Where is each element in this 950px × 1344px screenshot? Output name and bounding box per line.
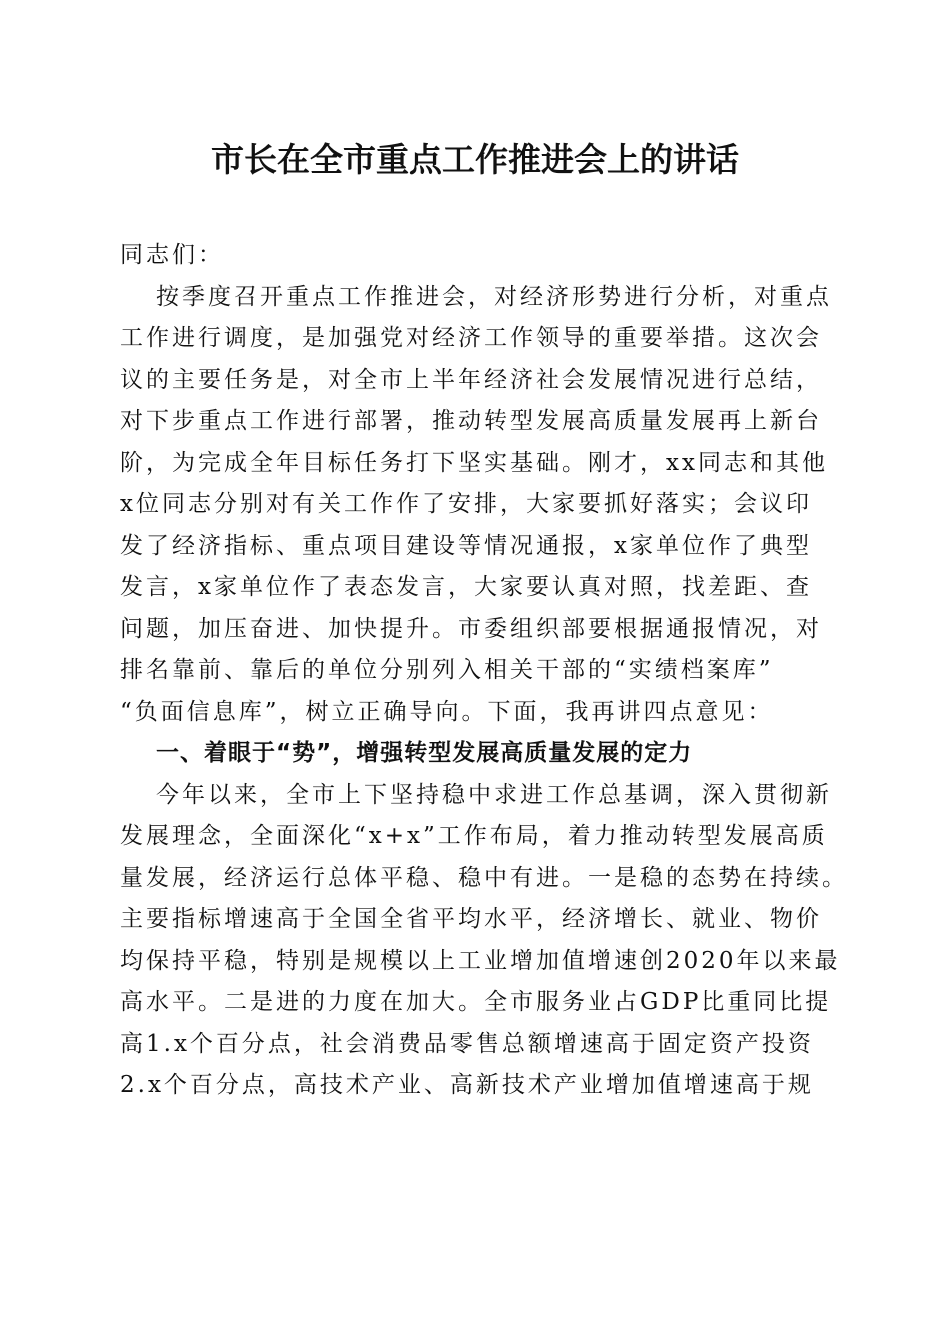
section-heading: 一、着眼于“势”，增强转型发展高质量发展的定力 bbox=[156, 740, 693, 766]
paragraph-line: 议的主要任务是，对全市上半年经济社会发展情况进行总结， bbox=[120, 366, 822, 393]
paragraph-line: “负面信息库”，树立正确导向。下面，我再讲四点意见： bbox=[120, 698, 774, 725]
paragraph-line: 均保持平稳，特别是规模以上工业增加值增速创2020年以来最 bbox=[120, 947, 841, 974]
paragraph-line: 今年以来，全市上下坚持稳中求进工作总基调，深入贯彻新 bbox=[156, 781, 832, 808]
paragraph-line: 问题，加压奋进、加快提升。市委组织部要根据通报情况，对 bbox=[120, 615, 822, 642]
paragraph-line: 高水平。二是进的力度在加大。全市服务业占GDP比重同比提 bbox=[120, 989, 832, 1015]
paragraph-line: 发展理念，全面深化“x+x”工作布局，着力推动转型发展高质 bbox=[120, 823, 828, 849]
paragraph-line: 2.x个百分点，高技术产业、高新技术产业增加值增速高于规 bbox=[120, 1072, 814, 1098]
paragraph-line: 发了经济指标、重点项目建设等情况通报，x家单位作了典型 bbox=[120, 532, 812, 559]
paragraph-line: x位同志分别对有关工作作了安排，大家要抓好落实；会议印 bbox=[120, 491, 812, 517]
document-title: 市长在全市重点工作推进会上的讲话 bbox=[211, 140, 739, 179]
salutation: 同志们： bbox=[120, 242, 224, 268]
paragraph-line: 阶，为完成全年目标任务打下坚实基础。刚才，xx同志和其他 bbox=[120, 449, 828, 476]
paragraph-line: 按季度召开重点工作推进会，对经济形势进行分析，对重点 bbox=[156, 283, 832, 310]
document-body bbox=[120, 235, 848, 1107]
paragraph-line: 发言，x家单位作了表态发言，大家要认真对照，找差距、查 bbox=[120, 574, 812, 600]
paragraph-line: 高1.x个百分点，社会消费品零售总额增速高于固定资产投资 bbox=[120, 1030, 814, 1057]
paragraph-line: 对下步重点工作进行部署，推动转型发展高质量发展再上新台 bbox=[120, 408, 822, 434]
paragraph-line: 工作进行调度，是加强党对经济工作领导的重要举措。这次会 bbox=[120, 325, 822, 351]
paragraph-line: 排名靠前、靠后的单位分别列入相关干部的“实绩档案库” bbox=[120, 657, 774, 683]
paragraph-line: 量发展，经济运行总体平稳、稳中有进。一是稳的态势在持续。 bbox=[120, 864, 848, 891]
paragraph-line: 主要指标增速高于全国全省平均水平，经济增长、就业、物价 bbox=[120, 906, 822, 932]
